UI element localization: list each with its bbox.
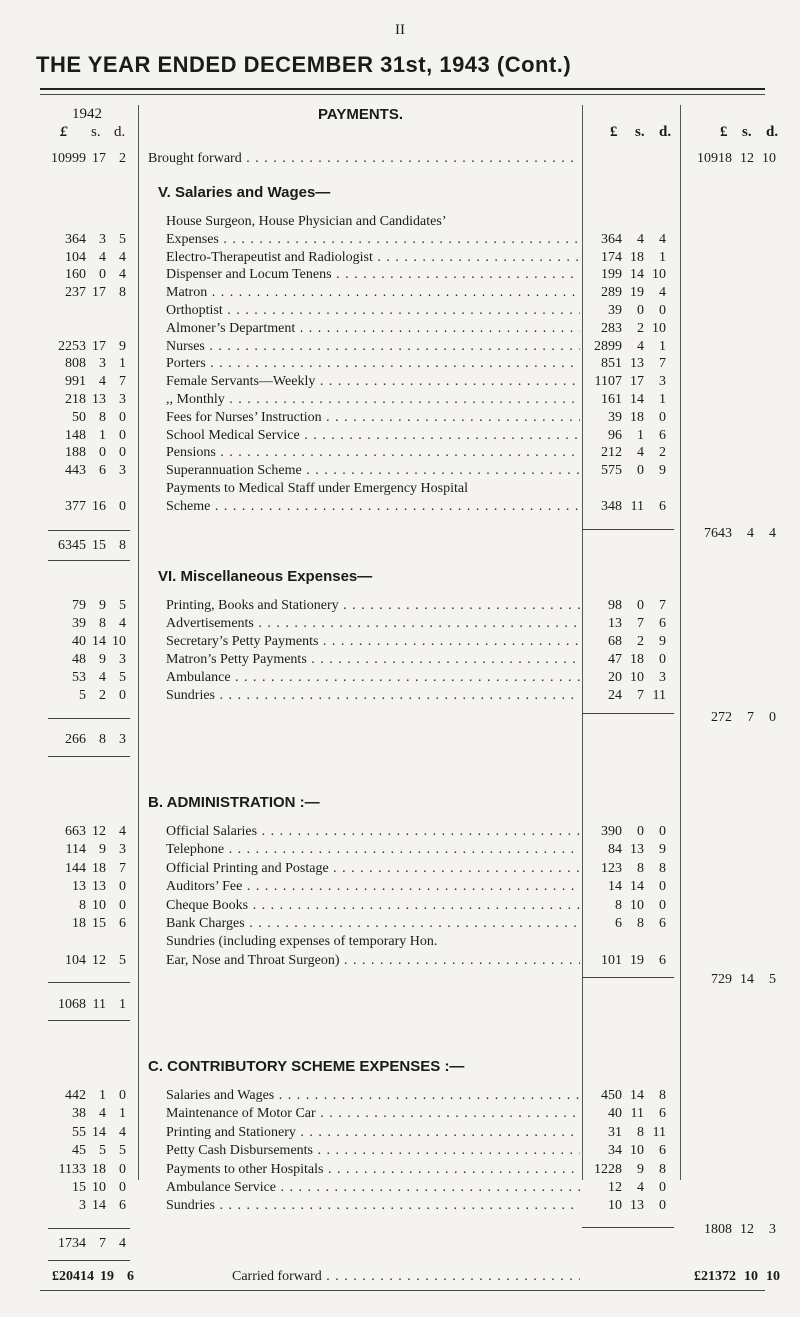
current-year-amount: 12 4 0 bbox=[608, 1180, 666, 1195]
prev-year-amount: 15 10 0 bbox=[72, 1180, 126, 1195]
row-label: Ambulance . . . bbox=[166, 669, 580, 687]
row-label: Almoner’s Department . . . bbox=[166, 320, 580, 338]
misc-row bbox=[0, 651, 800, 669]
row-label: House Surgeon, House Physician and Candidates’ bbox=[166, 214, 447, 229]
current-year-amount: 39 18 0 bbox=[608, 409, 666, 425]
row-label: Cheque Books . . . bbox=[166, 897, 580, 915]
prev-year-amount: 188 0 0 bbox=[65, 445, 126, 461]
contrib-prev-rule-top bbox=[48, 1228, 130, 1229]
prev-year-amount bbox=[48, 302, 130, 320]
current-year-amount: 161 14 1 bbox=[601, 392, 666, 407]
salaries-row bbox=[0, 320, 800, 338]
prev-year-amount: 2253 17 9 bbox=[58, 338, 126, 354]
row-label: Sundries . . . bbox=[166, 687, 580, 705]
current-year-amount: 20 10 3 bbox=[608, 670, 666, 685]
header-cur-shilling: s. bbox=[635, 124, 645, 140]
prev-year-amount: 38 4 1 bbox=[72, 1106, 126, 1122]
current-year-amount: 390 0 0 bbox=[601, 824, 666, 839]
prev-year-amount: 237 17 8 bbox=[65, 285, 126, 301]
prev-year-amount: 1133 18 0 bbox=[58, 1161, 126, 1177]
admin-row bbox=[0, 933, 800, 951]
salaries-row bbox=[0, 355, 800, 373]
row-label: Matron’s Petty Payments . . . bbox=[166, 651, 580, 669]
current-year-amount: 6 8 6 bbox=[615, 916, 666, 931]
prev-year-amount: 160 0 4 bbox=[65, 267, 126, 283]
current-year-amount: 47 18 0 bbox=[608, 652, 666, 667]
admin-prev-rule-top bbox=[48, 982, 130, 983]
prev-year-amount: 114 9 3 bbox=[65, 842, 126, 858]
carried-forward-row: £20414 19 6 Carried forward . . . £21372 10 10 bbox=[0, 1268, 800, 1286]
admin-row bbox=[0, 823, 800, 841]
row-label: Salaries and Wages . . . bbox=[166, 1087, 580, 1105]
row-label: Secretary’s Petty Payments . . . bbox=[166, 633, 580, 651]
row-label: Payments to other Hospitals . . . bbox=[166, 1161, 580, 1179]
admin-total-row: 729 14 5 bbox=[711, 972, 776, 987]
prev-year-amount: 218 13 3 bbox=[65, 392, 126, 407]
contrib-row bbox=[0, 1105, 800, 1123]
current-year-amount: 8 10 0 bbox=[615, 897, 666, 913]
current-year-amount: 39 0 0 bbox=[608, 303, 666, 318]
prev-year-amount: 663 12 4 bbox=[65, 824, 126, 839]
row-label: Printing and Stationery . . . bbox=[166, 1124, 580, 1142]
admin-row bbox=[0, 878, 800, 896]
prev-year-amount: 40 14 10 bbox=[72, 634, 126, 649]
current-year-amount: 1107 17 3 bbox=[594, 374, 666, 390]
table-top-rule bbox=[40, 94, 765, 95]
row-label: Orthoptist . . . bbox=[166, 302, 580, 320]
header-cur-pound: £ bbox=[610, 124, 618, 140]
prev-year-amount bbox=[48, 480, 130, 498]
row-label: Ear, Nose and Throat Surgeon) . . . bbox=[166, 952, 580, 970]
header-prev-shilling: s. bbox=[91, 124, 101, 140]
row-label: Dispenser and Locum Tenens . . . bbox=[166, 266, 580, 284]
prev-year-amount: 148 1 0 bbox=[65, 427, 126, 443]
admin-prev-rule-bottom bbox=[48, 1020, 130, 1021]
prev-year-amount: 53 4 5 bbox=[72, 670, 126, 685]
brought-forward-row: 10999 17 2 Brought forward . . . 10918 12 10 bbox=[0, 150, 800, 168]
misc-row bbox=[0, 669, 800, 687]
current-year-amount: 289 19 4 bbox=[601, 285, 666, 301]
current-year-amount: 174 18 1 bbox=[601, 249, 666, 265]
row-label: Expenses . . . bbox=[166, 231, 580, 249]
current-year-amount: 24 7 11 bbox=[608, 688, 666, 703]
salaries-row bbox=[0, 338, 800, 356]
current-year-amount: 13 7 6 bbox=[608, 616, 666, 631]
row-label: Ambulance Service . . . bbox=[166, 1179, 580, 1197]
salaries-row bbox=[0, 266, 800, 284]
current-year-amount: 34 10 6 bbox=[608, 1143, 666, 1159]
row-label: Payments to Medical Staff under Emergency Hospital bbox=[166, 481, 468, 496]
admin-row bbox=[0, 860, 800, 878]
header-total-shilling: s. bbox=[742, 124, 752, 140]
row-label: Fees for Nurses’ Instruction . . . bbox=[166, 409, 580, 427]
row-label: Printing, Books and Stationery . . . bbox=[166, 597, 580, 615]
section-admin-heading: B. ADMINISTRATION :— bbox=[148, 794, 320, 811]
current-year-amount: 212 4 2 bbox=[601, 445, 666, 461]
row-label: Matron . . . bbox=[166, 284, 580, 302]
misc-row bbox=[0, 597, 800, 615]
contrib-prev-rule-bottom bbox=[48, 1260, 130, 1261]
row-label: Sundries (including expenses of temporary Hon. bbox=[166, 934, 438, 950]
row-label: Official Printing and Postage . . . bbox=[166, 860, 580, 878]
admin-row bbox=[0, 952, 800, 970]
misc-prev-rule-top bbox=[48, 718, 130, 719]
prev-year-amount: 443 6 3 bbox=[65, 463, 126, 479]
salaries-row bbox=[0, 462, 800, 480]
current-year-amount: 2899 4 1 bbox=[594, 338, 666, 354]
row-label: Telephone . . . bbox=[166, 841, 580, 859]
current-year-amount: 450 14 8 bbox=[601, 1088, 666, 1103]
current-year-amount bbox=[584, 933, 674, 951]
contrib-row bbox=[0, 1179, 800, 1197]
current-year-amount: 364 4 4 bbox=[601, 231, 666, 247]
prev-year-amount: 8 10 0 bbox=[79, 897, 126, 913]
salaries-row bbox=[0, 284, 800, 302]
row-label: Female Servants—Weekly . . . bbox=[166, 373, 580, 391]
salaries-row bbox=[0, 444, 800, 462]
salaries-row bbox=[0, 249, 800, 267]
current-year-amount: 1228 9 8 bbox=[594, 1161, 666, 1177]
admin-row bbox=[0, 897, 800, 915]
prev-year-amount: 3 14 6 bbox=[79, 1198, 126, 1214]
row-label: Maintenance of Motor Car . . . bbox=[166, 1105, 580, 1123]
row-label: Advertisements . . . bbox=[166, 615, 580, 633]
section-contrib-heading: C. CONTRIBUTORY SCHEME EXPENSES :— bbox=[148, 1058, 465, 1075]
salaries-row bbox=[0, 373, 800, 391]
admin-subtotal-row: 1068 11 1 bbox=[58, 997, 126, 1012]
misc-subtotal-row: 266 8 3 bbox=[65, 732, 126, 747]
prev-year-amount: 50 8 0 bbox=[72, 409, 126, 425]
row-label: ,, Monthly . . . bbox=[166, 391, 580, 409]
salaries-row bbox=[0, 302, 800, 320]
contrib-row bbox=[0, 1087, 800, 1105]
salaries-row bbox=[0, 231, 800, 249]
row-label: Petty Cash Disbursements . . . bbox=[166, 1142, 580, 1160]
row-label: Official Salaries . . . bbox=[166, 823, 580, 841]
contrib-total-row: 1808 12 3 bbox=[704, 1222, 776, 1237]
prev-year-amount: 55 14 4 bbox=[72, 1124, 126, 1140]
header-total-pound: £ bbox=[720, 124, 728, 140]
misc-row bbox=[0, 615, 800, 633]
prev-year-amount: 13 13 0 bbox=[72, 879, 126, 895]
current-year-amount: 123 8 8 bbox=[601, 860, 666, 876]
prev-year-amount bbox=[48, 213, 130, 231]
carried-forward-label: Carried forward . . . bbox=[232, 1268, 580, 1286]
contrib-row bbox=[0, 1197, 800, 1215]
prev-year-amount: 442 1 0 bbox=[65, 1088, 126, 1103]
header-year: 1942 bbox=[72, 106, 102, 122]
current-year-amount: 40 11 6 bbox=[608, 1106, 666, 1122]
current-year-amount: 199 14 10 bbox=[601, 267, 666, 283]
section-misc-heading: VI. Miscellaneous Expenses— bbox=[158, 568, 373, 585]
salaries-row bbox=[0, 409, 800, 427]
current-year-amount: 84 13 9 bbox=[608, 842, 666, 858]
prev-year-amount: 364 3 5 bbox=[65, 231, 126, 247]
row-label: Scheme . . . bbox=[166, 498, 580, 516]
misc-row bbox=[0, 687, 800, 705]
row-label: Auditors’ Fee . . . bbox=[166, 878, 580, 896]
current-year-amount: 575 0 9 bbox=[601, 463, 666, 479]
bottom-rule bbox=[40, 1290, 765, 1291]
current-year-amount: 31 8 11 bbox=[608, 1124, 666, 1140]
prev-year-amount bbox=[48, 320, 130, 338]
page-title: THE YEAR ENDED DECEMBER 31st, 1943 (Cont.) bbox=[36, 52, 572, 77]
salaries-row bbox=[0, 391, 800, 409]
header-total-pence: d. bbox=[766, 124, 779, 140]
row-label: School Medical Service . . . bbox=[166, 427, 580, 445]
misc-prev-rule-bottom bbox=[48, 756, 130, 757]
header-payments: PAYMENTS. bbox=[318, 106, 404, 123]
current-year-amount: 96 1 6 bbox=[608, 427, 666, 443]
contrib-row bbox=[0, 1161, 800, 1179]
row-label: Electro-Therapeutist and Radiologist . . . bbox=[166, 249, 580, 267]
row-label: Superannuation Scheme . . . bbox=[166, 462, 580, 480]
prev-year-amount: 104 4 4 bbox=[65, 249, 126, 265]
current-year-amount: 10 13 0 bbox=[608, 1198, 666, 1214]
carried-forward-total: £21372 10 10 bbox=[694, 1269, 780, 1284]
prev-year-amount: 45 5 5 bbox=[72, 1143, 126, 1159]
salaries-prev-rule-bottom bbox=[48, 560, 130, 561]
contrib-row bbox=[0, 1124, 800, 1142]
misc-total-row: 272 7 0 bbox=[711, 710, 776, 725]
top-rule bbox=[40, 88, 765, 90]
prev-year-amount: 18 15 6 bbox=[72, 916, 126, 931]
current-year-amount: 98 0 7 bbox=[608, 598, 666, 613]
section-salaries-heading: V. Salaries and Wages— bbox=[158, 184, 331, 201]
current-year-amount: 14 14 0 bbox=[608, 879, 666, 895]
salaries-row bbox=[0, 498, 800, 516]
prev-year-amount: 808 3 1 bbox=[65, 356, 126, 372]
current-year-amount: 851 13 7 bbox=[601, 356, 666, 372]
current-year-amount: 68 2 9 bbox=[608, 634, 666, 649]
brought-forward-label: Brought forward . . . bbox=[148, 150, 580, 168]
contrib-subtotal-row: 1734 7 4 bbox=[58, 1236, 126, 1251]
header-prev-pence: d. bbox=[114, 124, 126, 140]
salaries-row bbox=[0, 427, 800, 445]
prev-year-amount: 144 18 7 bbox=[65, 860, 126, 876]
current-year-amount bbox=[584, 213, 674, 231]
salaries-total-row: 7643 4 4 bbox=[704, 526, 776, 541]
salaries-subtotal-row: 6345 15 8 bbox=[58, 538, 126, 553]
current-year-amount bbox=[584, 480, 674, 498]
admin-row bbox=[0, 841, 800, 859]
brought-forward-total: 10918 12 10 bbox=[697, 151, 776, 166]
row-label: Pensions . . . bbox=[166, 444, 580, 462]
current-year-amount: 348 11 6 bbox=[601, 498, 666, 514]
prev-year-amount: 79 9 5 bbox=[72, 598, 126, 613]
admin-row bbox=[0, 915, 800, 933]
prev-year-amount: 377 16 0 bbox=[65, 498, 126, 514]
page-number: II bbox=[395, 22, 405, 38]
header-prev-pound: £ bbox=[60, 124, 68, 140]
row-label: Sundries . . . bbox=[166, 1197, 580, 1215]
salaries-row bbox=[0, 480, 800, 498]
row-label: Porters . . . bbox=[166, 355, 580, 373]
misc-row bbox=[0, 633, 800, 651]
current-year-amount: 101 19 6 bbox=[601, 952, 666, 968]
prev-year-amount: 5 2 0 bbox=[79, 688, 126, 703]
current-year-amount: 283 2 10 bbox=[601, 320, 666, 336]
prev-year-amount bbox=[48, 933, 130, 951]
prev-year-amount: 104 12 5 bbox=[65, 952, 126, 968]
row-label: Nurses . . . bbox=[166, 338, 580, 356]
prev-year-amount: 48 9 3 bbox=[72, 652, 126, 667]
salaries-row bbox=[0, 213, 800, 231]
row-label: Bank Charges . . . bbox=[166, 915, 580, 933]
prev-year-amount: 39 8 4 bbox=[72, 616, 126, 631]
prev-year-amount: 991 4 7 bbox=[65, 374, 126, 390]
contrib-row bbox=[0, 1142, 800, 1160]
header-cur-pence: d. bbox=[659, 124, 672, 140]
